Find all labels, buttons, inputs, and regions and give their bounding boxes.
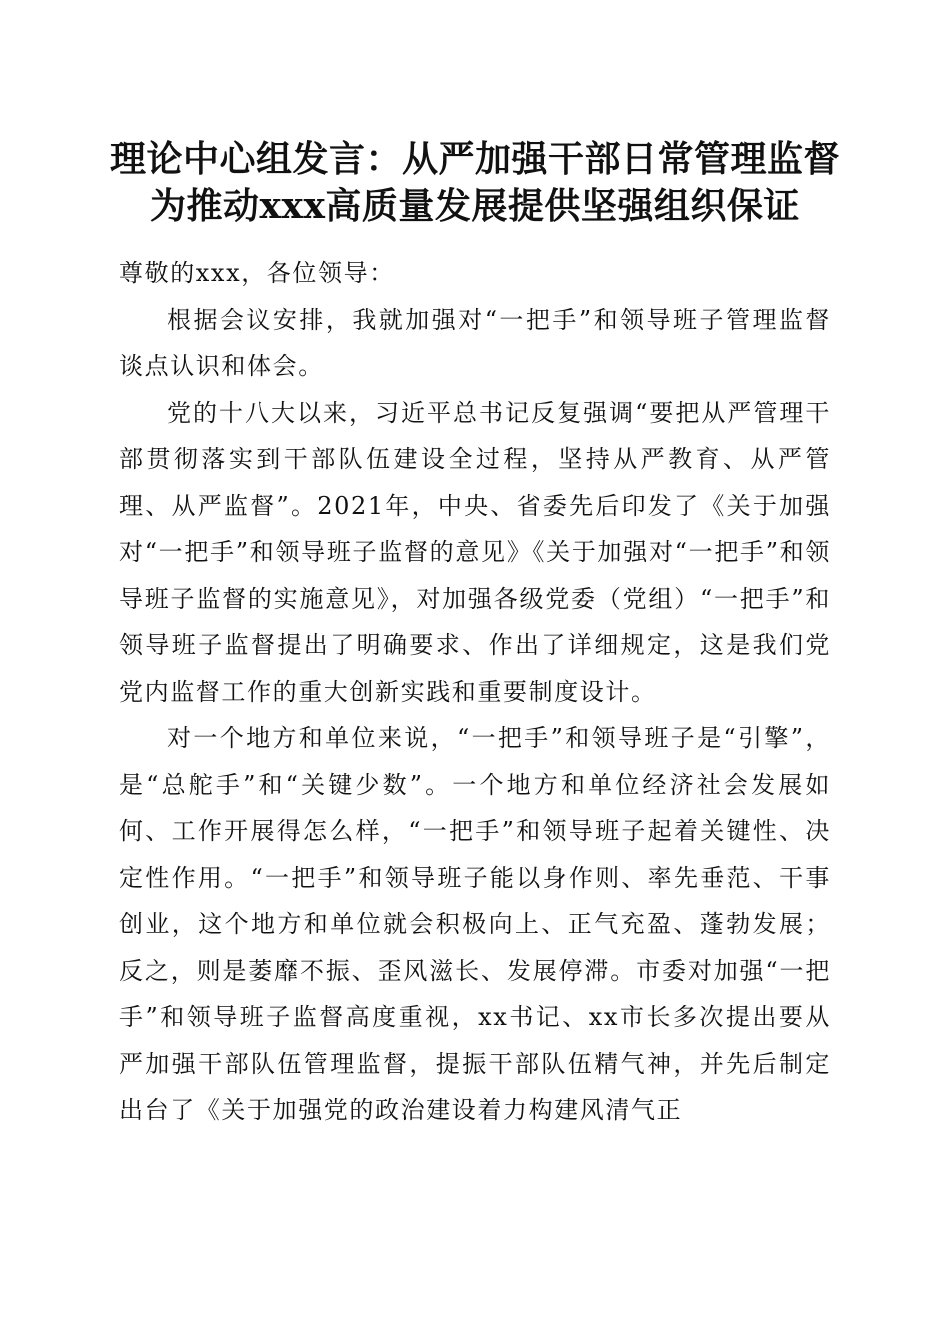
document-title: [90, 136, 860, 230]
paragraph-2: 党的十八大以来，习近平总书记反复强调“要把从严管理干部贯彻落实到干部队伍建设全过程，坚持从严教育、从严管理、从严监督”。2021年，中央、省委先后印发了《关于加强对“一把手”和领导班子监督的意见》《关于加强对“一把手”和领导班子监督的实施意见》，对加强各级党委（党组）“一把手”和领导班子监督提出了明确要求、作出了详细规定，这是我们党党内监督工作的重大创新实践和重要制度设计。: [119, 398, 831, 706]
paragraph-3: 对一个地方和单位来说，“一把手”和领导班子是“引擎”，是“总舵手”和“关键少数”。一个地方和单位经济社会发展如何、工作开展得怎么样，“一把手”和领导班子起着关键性、决定性作用。“一把手”和领导班子能以身作则、率先垂范、干事创业，这个地方和单位就会积极向上、正气充盈、蓬勃发展；反之，则是萎靡不振、歪风滋长、发展停滞。市委对加强“一把手”和领导班子监督高度重视，xx书记、xx市长多次提出要从严加强干部队伍管理监督，提振干部队伍精气神，并先后制定出台了《关于加强党的政治建设着力构建风清气正: [119, 724, 831, 1124]
document-body: [119, 250, 831, 1134]
title-line-1: 理论中心组发言：从严加强干部日常管理监督: [109, 138, 840, 180]
paragraph-1: 根据会议安排，我就加强对“一把手”和领导班子管理监督谈点认识和体会。: [119, 305, 831, 380]
title-line-2: 为推动xxx高质量发展提供坚强组织保证: [150, 185, 800, 227]
salutation: 尊敬的xxx，各位领导：: [119, 259, 395, 287]
